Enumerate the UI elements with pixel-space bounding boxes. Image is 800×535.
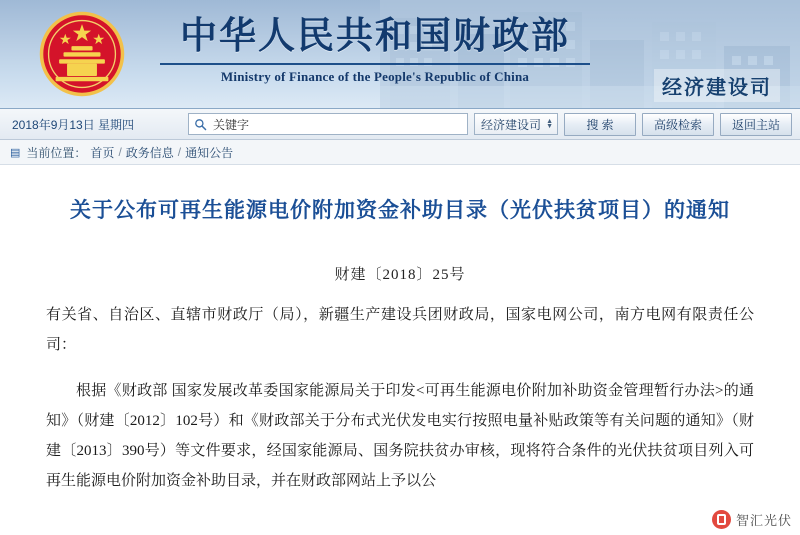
- return-home-button[interactable]: 返回主站: [720, 113, 792, 136]
- site-title-en: Ministry of Finance of the People's Republic of China: [220, 69, 530, 84]
- document-paragraph-2: 根据《财政部 国家发展改革委国家能源局关于印发<可再生能源电价附加补助资金管理暂行办法>的通知》（财建〔2012〕102号）和《财政部关于分布式光伏发电实行按照电量补贴政策等有关问题的通知》（财建〔2013〕390号）等文件要求，经国家能源局、国务院扶贫办审核，现将符合条件的光伏扶贫项目列入可再生能源电价附加资金补助目录，并在财政部网站上予以公: [46, 383, 754, 489]
- department-tag: 经济建设司: [654, 69, 780, 102]
- breadcrumb-label: 当前位置：: [26, 145, 87, 160]
- document-number: 财建〔2018〕25号: [334, 267, 466, 283]
- advanced-search-button[interactable]: 高级检索: [642, 113, 714, 136]
- zhihui-guangfu-logo-icon: [712, 510, 731, 529]
- search-scope-select[interactable]: [474, 113, 558, 135]
- search-input[interactable]: [211, 115, 467, 133]
- breadcrumb-separator: /: [118, 145, 122, 159]
- site-title-cn: 中华人民共和国财政部: [180, 16, 570, 57]
- watermark-text: 智汇光伏: [735, 513, 792, 528]
- site-header: [0, 0, 800, 109]
- national-emblem-icon: [38, 10, 126, 98]
- search-toolbar: [0, 109, 800, 140]
- breadcrumb-item-government-info[interactable]: 政务信息: [125, 145, 174, 160]
- search-icon: [189, 118, 211, 131]
- document-title: 关于公布可再生能源电价附加资金补助目录（光伏扶贫项目）的通知: [70, 198, 730, 222]
- breadcrumb-item-home[interactable]: 首页: [90, 145, 115, 160]
- chevron-updown-icon: ▲ ▼: [546, 118, 553, 130]
- location-icon: ▤: [10, 146, 21, 159]
- breadcrumb: [0, 140, 800, 165]
- current-date-label: 2018年9月13日 星期四: [12, 117, 135, 132]
- search-field-wrapper[interactable]: [188, 113, 468, 135]
- search-scope-value: 经济建设司: [481, 117, 542, 132]
- breadcrumb-separator: /: [177, 145, 182, 159]
- document-body: [0, 195, 800, 535]
- document-paragraph-1: 有关省、自治区、直辖市财政厅（局），新疆生产建设兵团财政局，国家电网公司，南方电网有限责任公司：: [46, 307, 754, 353]
- site-title-block: [140, 14, 610, 85]
- title-divider: [160, 63, 590, 65]
- search-button[interactable]: 搜 索: [564, 113, 636, 136]
- breadcrumb-item-announcements[interactable]: 通知公告: [185, 145, 234, 160]
- watermark: [712, 510, 792, 529]
